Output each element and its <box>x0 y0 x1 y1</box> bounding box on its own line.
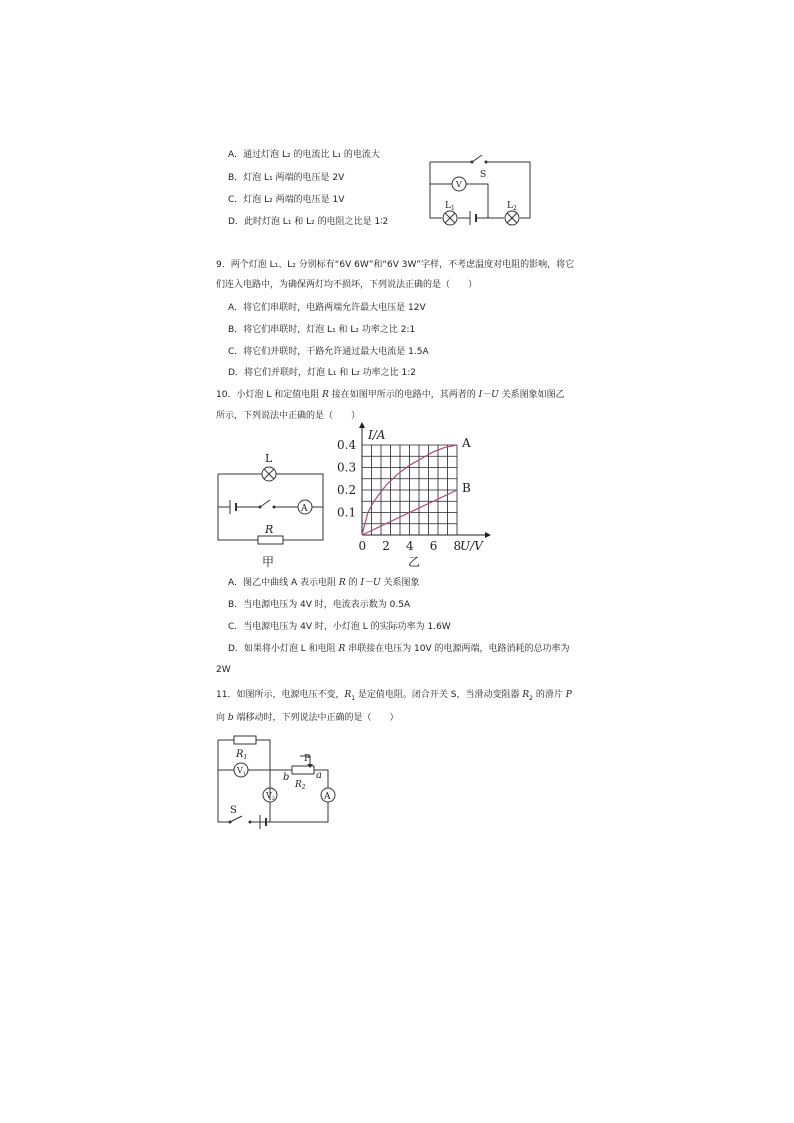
q10-option-b[interactable]: B．当电源电压为 4V 时，电流表示数为 0.5A <box>228 600 411 610</box>
q9-option-c[interactable]: C．将它们并联时，干路允许通过最大电流是 1.5A <box>228 347 429 357</box>
q8-lamp1-icon <box>443 211 457 225</box>
q9-stem-line1: 9．两个灯泡 L₁、L₂ 分别标有“6V 6W”和“6V 3W”字样，不考虑温度对电阻的影响，将它 <box>216 260 575 270</box>
q10-stem-line2: 所示，下列说法中正确的是（ ） <box>216 411 361 421</box>
q10-battery-icon <box>230 500 236 514</box>
svg-text:A: A <box>324 792 331 802</box>
q8-switch-label: S <box>480 170 487 180</box>
q9-option-a[interactable]: A．将它们串联时，电路两端允许最大电压是 12V <box>228 303 426 313</box>
q11-slider-label: P <box>304 754 311 764</box>
q11-switch-icon[interactable] <box>229 816 252 824</box>
q11-v1-voltmeter-icon <box>234 763 248 777</box>
svg-text:A: A <box>301 504 308 514</box>
chart-series-A-label: A <box>462 436 471 450</box>
q10-iu-graph <box>335 420 495 570</box>
q11-circuit-diagram <box>210 728 340 828</box>
q10-ammeter-icon <box>298 500 312 514</box>
q9-option-b[interactable]: B．将它们串联时，灯泡 L₁ 和 L₂ 功率之比 2:1 <box>228 325 416 335</box>
q10-switch-icon[interactable] <box>259 506 276 509</box>
q11-v2-voltmeter-icon <box>263 788 277 802</box>
chart-grid <box>362 445 457 535</box>
q8-lamp2-icon <box>505 211 519 225</box>
chart-x-tick-label: 0 <box>358 539 367 553</box>
svg-text:V1: $V_1$ <box>237 766 246 777</box>
q11-end-a-label: a <box>316 770 322 781</box>
q10-stem-line1: 10．小灯泡 L 和定值电阻 R 接在如图甲所示的电路中，其两者的 I－U 关系图象如图乙 <box>216 390 565 400</box>
chart-y-tick-label: 0.3 <box>337 460 357 475</box>
q10-option-d[interactable]: D．如果将小灯泡 L 和电阻 R 串联接在电压为 10V 的电源两端，电路消耗的总功率为 <box>228 644 570 654</box>
q10-option-d-continued: 2W <box>216 665 231 675</box>
chart-y-tick-label: 0.2 <box>337 483 357 497</box>
q11-ammeter-icon <box>321 788 335 802</box>
q10-resistor-label: R <box>265 523 274 536</box>
q11-stem-line1: 11．如图所示，电源电压不变，$R_1$ 是定值电阻。闭合开关 S，当滑动变阻器 $R_2$ 的滑片 P <box>216 690 572 702</box>
chart-caption: 乙 <box>408 555 421 569</box>
chart-series-B-label: B <box>462 481 471 495</box>
q8-option-c[interactable]: C．灯泡 L₂ 两端的电压是 1V <box>228 195 345 205</box>
q11-r2-label: $R_2$ <box>295 780 306 791</box>
svg-text:V: V <box>456 180 462 189</box>
q8-voltmeter-icon <box>452 177 466 191</box>
chart-x-tick-label: 6 <box>429 539 438 553</box>
chart-y-tick-label: 0.4 <box>337 438 357 452</box>
q8-option-b[interactable]: B．灯泡 L₁ 两端的电压是 2V <box>228 173 345 183</box>
q11-r1-label: $R_1$ <box>236 749 248 761</box>
q9-option-d[interactable]: D．将它们并联时，灯泡 L₁ 和 L₂ 功率之比 1:2 <box>228 368 416 378</box>
q9-stem-line2: 们连入电路中，为确保两灯均不损坏，下列说法正确的是（ ） <box>216 280 478 290</box>
q10-option-c[interactable]: C．当电源电压为 4V 时，小灯泡 L 的实际功率为 1.6W <box>228 622 451 632</box>
chart-x-tick-label: 8 <box>453 539 462 553</box>
chart-y-tick-label: 0.1 <box>337 505 357 520</box>
q10-resistor-icon <box>258 536 283 544</box>
q10-option-a[interactable]: A．图乙中曲线 A 表示电阻 R 的 I－U 关系图象 <box>228 578 420 588</box>
q8-switch-icon[interactable] <box>471 161 488 164</box>
q10-circuit-caption: 甲 <box>262 555 275 569</box>
chart-x-tick-label: 2 <box>382 539 390 553</box>
q8-option-a[interactable]: A．通过灯泡 L₂ 的电流比 L₁ 的电流大 <box>228 150 380 160</box>
q8-lamp1-label: $L_1$ <box>445 201 455 212</box>
chart-tick-labels <box>337 438 461 553</box>
q11-end-b-label: b <box>283 772 290 783</box>
q8-battery-icon <box>470 211 476 225</box>
q11-switch-label: S <box>230 805 237 816</box>
q8-lamp2-label: $L_2$ <box>507 201 517 212</box>
q10-lamp-icon <box>262 467 276 481</box>
q11-stem-line2: 向 b 端移动时，下列说法中正确的是（ ） <box>216 713 399 723</box>
q10-lamp-label: L <box>265 452 273 465</box>
chart-series <box>362 436 471 535</box>
chart-x-tick-label: 4 <box>406 539 414 553</box>
chart-y-axis-label: I/A <box>368 428 386 442</box>
q10-circuit-diagram <box>210 448 335 573</box>
q11-r2-slider-resistor-icon[interactable] <box>292 766 314 774</box>
q8-circuit-diagram <box>420 150 540 230</box>
svg-text:V2: $V_2$ <box>266 791 275 802</box>
q11-r1-resistor-icon <box>234 736 256 744</box>
chart-x-axis-label: U/V <box>460 539 483 553</box>
q8-option-d[interactable]: D．此时灯泡 L₁ 和 L₂ 的电阻之比是 1∶2 <box>228 217 389 227</box>
